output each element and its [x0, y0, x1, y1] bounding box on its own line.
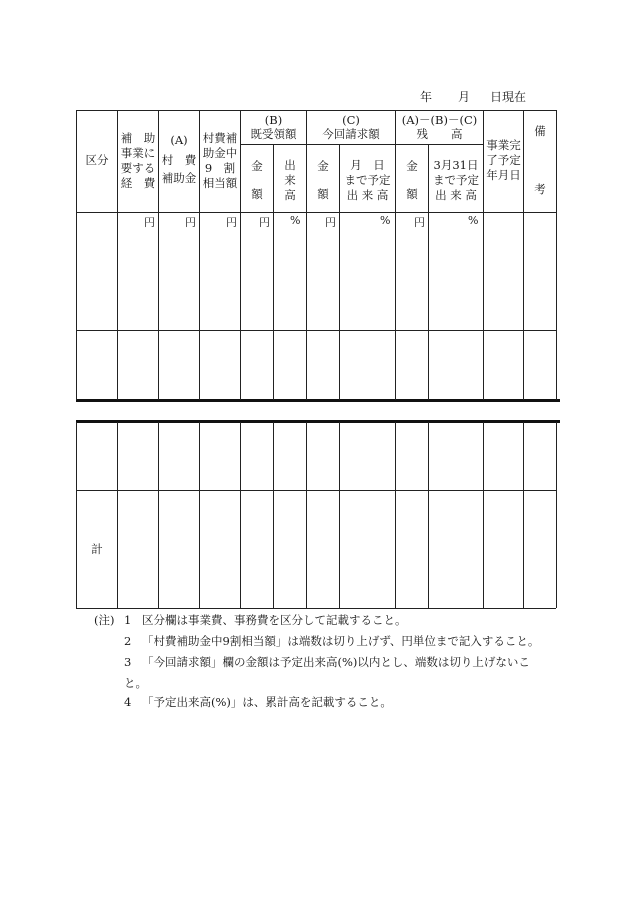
col-line — [395, 110, 396, 400]
unit-percent-abc: % — [468, 214, 479, 227]
date-label: 日現在 — [490, 90, 527, 104]
col-line — [76, 422, 77, 608]
notes-prefix: (注) — [94, 613, 115, 627]
header-sub-divider — [240, 144, 483, 145]
col-line — [240, 110, 241, 400]
note-number: 3 — [124, 655, 132, 669]
break-line-top — [76, 399, 560, 402]
table-top-border — [76, 110, 556, 111]
unit-percent-b: % — [290, 214, 301, 227]
note-number: 1 — [124, 613, 132, 627]
col-line — [240, 422, 241, 608]
col-line — [339, 422, 340, 608]
year-label: 年 — [420, 90, 433, 104]
unit-yen-a: 円 — [185, 216, 196, 229]
row-divider-2 — [76, 490, 556, 491]
col-line — [428, 422, 429, 608]
col-line — [556, 422, 557, 608]
col-line — [158, 422, 159, 608]
col-line — [199, 422, 200, 608]
col-line — [523, 422, 524, 608]
col-line — [523, 110, 524, 400]
col-line — [306, 110, 307, 400]
unit-yen-jigyo: 円 — [144, 216, 155, 229]
note-text: 「村費補助金中9割相当額」は端数は切り上げず、円単位まで記入すること。 — [142, 634, 540, 648]
note-text-continued: と。 — [124, 676, 147, 690]
total-row-label: 計 — [91, 542, 103, 556]
kubun-header: 区分 — [85, 153, 109, 167]
note-number: 4 — [124, 695, 132, 709]
unit-percent-c: % — [380, 214, 391, 227]
note-text: 「予定出来高(%)」は、累計高を記載すること。 — [142, 695, 392, 709]
col-line — [395, 422, 396, 608]
header-bottom-border — [76, 212, 556, 213]
col-line — [483, 422, 484, 608]
row-divider-1 — [76, 330, 556, 331]
col-line — [556, 110, 557, 400]
note-text: 「今回請求額」欄の金額は予定出来高(%)以内とし、端数は切り上げないこ — [142, 655, 530, 669]
col-line — [306, 422, 307, 608]
table-bottom-border — [76, 608, 556, 609]
month-label: 月 — [458, 90, 471, 104]
break-line-bottom — [76, 420, 560, 423]
unit-yen-c: 円 — [325, 216, 336, 229]
note-number: 2 — [124, 634, 132, 648]
unit-yen-ninewari: 円 — [226, 216, 237, 229]
unit-yen-abc: 円 — [414, 216, 425, 229]
col-line — [117, 422, 118, 608]
unit-yen-b: 円 — [259, 216, 270, 229]
col-line — [273, 422, 274, 608]
note-text: 区分欄は事業費、事務費を区分して記載すること。 — [142, 613, 407, 627]
